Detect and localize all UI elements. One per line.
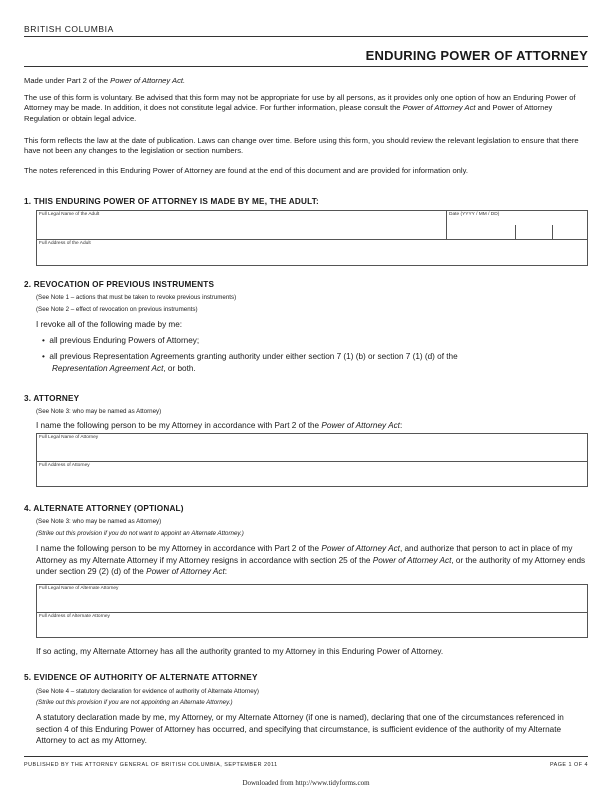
section-3-title: 3. ATTORNEY [24, 394, 80, 403]
download-notice: Downloaded from http://www.tidyforms.com [242, 779, 370, 787]
date-divider-1 [515, 225, 516, 239]
note-2-ref: (See Note 2 – effect of revocation on previous instruments) [36, 306, 198, 313]
intro-paragraph-3: The notes referenced in this Enduring Power of Attorney are found at the end of this document and are provided for information only. [24, 166, 468, 175]
alternate-authority-text: If so acting, my Alternate Attorney has all the authority granted to my Attorney in this Enduring Power of Attorney. [36, 647, 444, 656]
page-number: PAGE 1 OF 4 [549, 762, 588, 768]
revoke-bullet-2: • all previous Representation Agreements granting authority under either section 7 (1) (b) or section 7 (1) (d) of the Representation Agreement Act, or both. [42, 352, 458, 373]
note-4-ref: (See Note 4 – statutory declaration for evidence of authority of Alternate Attorney) [36, 688, 259, 695]
adult-info-box [36, 210, 588, 266]
note-3-ref: (See Note 3: who may be named as Attorney) [36, 408, 162, 415]
adult-name-label: Full Legal Name of the Adult [39, 212, 100, 217]
section-4-title: 4. ALTERNATE ATTORNEY (OPTIONAL) [24, 504, 184, 513]
revoke-intro: I revoke all of the following made by me: [36, 320, 183, 329]
adult-address-label: Full Address of the Adult [39, 241, 91, 246]
header-rule [24, 36, 588, 37]
intro-paragraph-1: The use of this form is voluntary. Be advised that this form may not be appropriate for use by all persons, as it provides only one option of how an Enduring Power of Attorney may be made. In addition, it does not constitute legal advice. For further information, please consult the Power of Attorney Act and Power of Attorney Regulation or obtain legal advice. [24, 93, 576, 123]
strike-out-note-5: (Strike out this provision if you are not appointing an Alternate Attorney.) [36, 699, 233, 706]
evidence-text: A statutory declaration made by me, my Attorney, or my Alternate Attorney (if one is named), declaring that one of the circumstances referenced in section 4 of this Enduring Power of Attorney has occurred, and specifying that circumstance, is sufficient evidence of the authority of my Alternate Attorney to act as my Attorney. [36, 713, 564, 746]
publisher-footer: PUBLISHED BY THE ATTORNEY GENERAL OF BRITISH COLUMBIA, SEPTEMBER 2011 [24, 762, 278, 768]
title-rule [24, 66, 588, 67]
attorney-text: I name the following person to be my Attorney in accordance with Part 2 of the Power of Attorney Act: [36, 421, 403, 430]
date-divider-2 [552, 225, 553, 239]
section-1-title: 1. THIS ENDURING POWER OF ATTORNEY IS MADE BY ME, THE ADULT: [24, 197, 319, 206]
made-under-line: Made under Part 2 of the Power of Attorney Act. [24, 76, 186, 85]
attorney-address-label: Full Address of Attorney [39, 463, 90, 468]
footer-rule [24, 756, 588, 757]
divider [446, 211, 447, 239]
alternate-attorney-box [36, 584, 588, 638]
note-1-ref: (See Note 1 – actions that must be taken to revoke previous instruments) [36, 294, 237, 301]
revoke-bullet-1: • all previous Enduring Powers of Attorney; [42, 336, 200, 345]
note-3-ref-alt: (See Note 3: who may be named as Attorney) [36, 518, 162, 525]
jurisdiction-header: BRITISH COLUMBIA [24, 24, 114, 34]
section-2-title: 2. REVOCATION OF PREVIOUS INSTRUMENTS [24, 280, 215, 289]
alternate-address-label: Full Address of Alternate Attorney [39, 614, 110, 619]
adult-name-row [37, 211, 587, 240]
alternate-attorney-text: I name the following person to be my Attorney in accordance with Part 2 of the Power of Attorney Act, and authorize that person to act in place of my Attorney as my Alternate Attorney if my Attorney resigns in accordance with section 25 of the Power of Attorney Act, or the authority of my Attorney ends under section 29 (2) (d) of the Power of Attorney Act: [36, 544, 586, 577]
alternate-name-label: Full Legal Name of Alternate Attorney [39, 586, 119, 591]
attorney-name-label: Full Legal Name of Attorney [39, 435, 99, 440]
section-5-title: 5. EVIDENCE OF AUTHORITY OF ALTERNATE ATTORNEY [24, 673, 258, 682]
download-link[interactable]: http://www.tidyforms.com [295, 779, 370, 787]
strike-out-note: (Strike out this provision if you do not want to appoint an Alternate Attorney.) [36, 530, 244, 537]
document-title: ENDURING POWER OF ATTORNEY [365, 48, 588, 63]
attorney-info-box [36, 433, 588, 487]
date-label: Date (YYYY / MM / DD) [449, 212, 500, 217]
intro-paragraph-2: This form reflects the law at the date of publication. Laws can change over time. Before using this form, you should review the relevant legislation to ensure that there have not been any changes to the legislation or section numbers. [24, 136, 579, 156]
